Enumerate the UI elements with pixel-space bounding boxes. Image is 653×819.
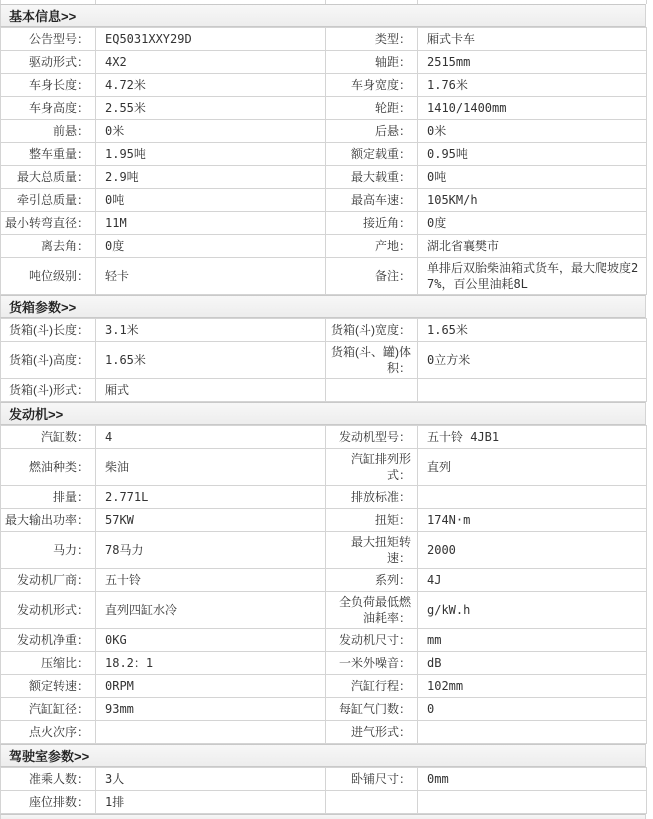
field-value: 1.95吨 [96,143,326,166]
field-value: 78马力 [96,532,326,569]
field-label: 类型： [326,28,418,51]
field-value: 2.55米 [96,97,326,120]
field-label: 货箱(斗)宽度： [326,319,418,342]
field-label: 全负荷最低燃油耗率： [326,592,418,629]
field-label: 额定载重： [326,143,418,166]
field-value: 1.76米 [418,74,647,97]
table-row [1,652,647,675]
field-value: 直列四缸水冷 [96,592,326,629]
field-label: 每缸气门数： [326,698,418,721]
section-table [0,318,647,402]
field-value: 0mm [418,768,647,791]
field-value: 11M [96,212,326,235]
field-label: 接近角： [326,212,418,235]
field-label: 最大载重： [326,166,418,189]
table-row [1,258,647,295]
section-table [0,767,647,814]
field-label: 一米外噪音： [326,652,418,675]
field-label: 系列： [326,569,418,592]
field-label: 发动机净重： [1,629,96,652]
field-label: 最大扭矩转速： [326,532,418,569]
section-header: 发动机>> [0,402,646,425]
field-value: 174N·m [418,509,647,532]
field-label: 卧铺尺寸： [326,768,418,791]
field-value [418,791,647,814]
field-value: 2.771L [96,486,326,509]
field-value: 57KW [96,509,326,532]
field-label: 准乘人数： [1,768,96,791]
field-label: 发动机型号： [326,426,418,449]
field-label: 轴距： [326,51,418,74]
table-row [1,449,647,486]
field-value: 0吨 [418,166,647,189]
field-label: 货箱(斗)长度： [1,319,96,342]
table-row [1,120,647,143]
field-label: 燃油种类： [1,449,96,486]
table-row [1,342,647,379]
field-value: 2515mm [418,51,647,74]
table-row [1,629,647,652]
spec-table [0,4,646,814]
field-label: 最高车速： [326,189,418,212]
field-label: 汽缸数： [1,426,96,449]
field-value: 2000 [418,532,647,569]
table-row [1,486,647,509]
table-row [1,791,647,814]
field-value: 4.72米 [96,74,326,97]
field-label: 备注： [326,258,418,295]
table-row [1,319,647,342]
field-value: 柴油 [96,449,326,486]
field-label: 前悬： [1,120,96,143]
section-header: 驾驶室参数>> [0,744,646,767]
table-row [1,509,647,532]
table-row [1,675,647,698]
table-row [1,426,647,449]
field-value: 五十铃 4JB1 [418,426,647,449]
field-label: 最大输出功率： [1,509,96,532]
table-row [1,569,647,592]
field-value: 0吨 [96,189,326,212]
field-value [418,486,647,509]
table-row [1,532,647,569]
field-label: 后悬： [326,120,418,143]
field-label: 车身高度： [1,97,96,120]
field-value: 0.95吨 [418,143,647,166]
field-label: 轮距： [326,97,418,120]
field-value: 0米 [96,120,326,143]
field-label: 马力： [1,532,96,569]
field-value: 1.65米 [96,342,326,379]
table-row [1,592,647,629]
field-value: 0度 [418,212,647,235]
table-row [1,768,647,791]
field-label: 车身长度： [1,74,96,97]
field-value: 18.2：1 [96,652,326,675]
field-label: 车身宽度： [326,74,418,97]
field-value [418,379,647,402]
field-value: 4X2 [96,51,326,74]
field-value: 轻卡 [96,258,326,295]
section-header: 货箱参数>> [0,295,646,318]
field-value: 3.1米 [96,319,326,342]
field-value: 0立方米 [418,342,647,379]
table-row [1,189,647,212]
field-value: 105KM/h [418,189,647,212]
field-value: 0 [418,698,647,721]
section-table [0,425,647,744]
table-bottom-partial-header [0,814,646,819]
field-value: 4 [96,426,326,449]
field-label: 扭矩： [326,509,418,532]
field-value: 0米 [418,120,647,143]
field-label: 最小转弯直径： [1,212,96,235]
field-label: 牵引总质量： [1,189,96,212]
field-label: 排量： [1,486,96,509]
field-label: 进气形式： [326,721,418,744]
table-row [1,74,647,97]
field-label [326,379,418,402]
field-value: 厢式 [96,379,326,402]
field-label: 驱动形式： [1,51,96,74]
field-value: 102mm [418,675,647,698]
field-value: 厢式卡车 [418,28,647,51]
field-value: 直列 [418,449,647,486]
section-table [0,27,647,295]
field-value: 0度 [96,235,326,258]
field-label: 整车重量： [1,143,96,166]
field-label: 离去角： [1,235,96,258]
table-row [1,97,647,120]
field-value: 单排后双胎柴油箱式货车，最大爬坡度27%，百公里油耗8L [418,258,647,295]
field-label: 吨位级别： [1,258,96,295]
field-label: 最大总质量： [1,166,96,189]
field-value: 2.9吨 [96,166,326,189]
field-label: 货箱(斗)高度： [1,342,96,379]
field-value: 1410/1400mm [418,97,647,120]
field-label: 压缩比： [1,652,96,675]
field-label: 额定转速： [1,675,96,698]
field-label: 座位排数： [1,791,96,814]
table-row [1,166,647,189]
table-row [1,212,647,235]
table-row [1,28,647,51]
field-label: 货箱(斗)形式： [1,379,96,402]
field-value: mm [418,629,647,652]
field-label: 发动机形式： [1,592,96,629]
field-value: 湖北省襄樊市 [418,235,647,258]
section-header: 基本信息>> [0,4,646,27]
table-row [1,143,647,166]
field-value: 0RPM [96,675,326,698]
field-label: 点火次序： [1,721,96,744]
field-label: 公告型号： [1,28,96,51]
field-label: 汽缸行程： [326,675,418,698]
field-label [326,791,418,814]
table-row [1,379,647,402]
table-row [1,51,647,74]
field-value [418,721,647,744]
table-row [1,721,647,744]
field-label: 发动机厂商： [1,569,96,592]
field-label: 货箱(斗、罐)体积： [326,342,418,379]
field-label: 汽缸缸径： [1,698,96,721]
field-value: EQ5031XXY29D [96,28,326,51]
field-value: 五十铃 [96,569,326,592]
table-row [1,235,647,258]
field-value [96,721,326,744]
field-value: 1排 [96,791,326,814]
field-label: 发动机尺寸： [326,629,418,652]
field-value: dB [418,652,647,675]
field-label: 排放标准： [326,486,418,509]
table-row [1,698,647,721]
field-value: 0KG [96,629,326,652]
field-value: g/kW.h [418,592,647,629]
field-value: 3人 [96,768,326,791]
field-value: 1.65米 [418,319,647,342]
field-label: 产地： [326,235,418,258]
field-label: 汽缸排列形式： [326,449,418,486]
field-value: 4J [418,569,647,592]
field-value: 93mm [96,698,326,721]
